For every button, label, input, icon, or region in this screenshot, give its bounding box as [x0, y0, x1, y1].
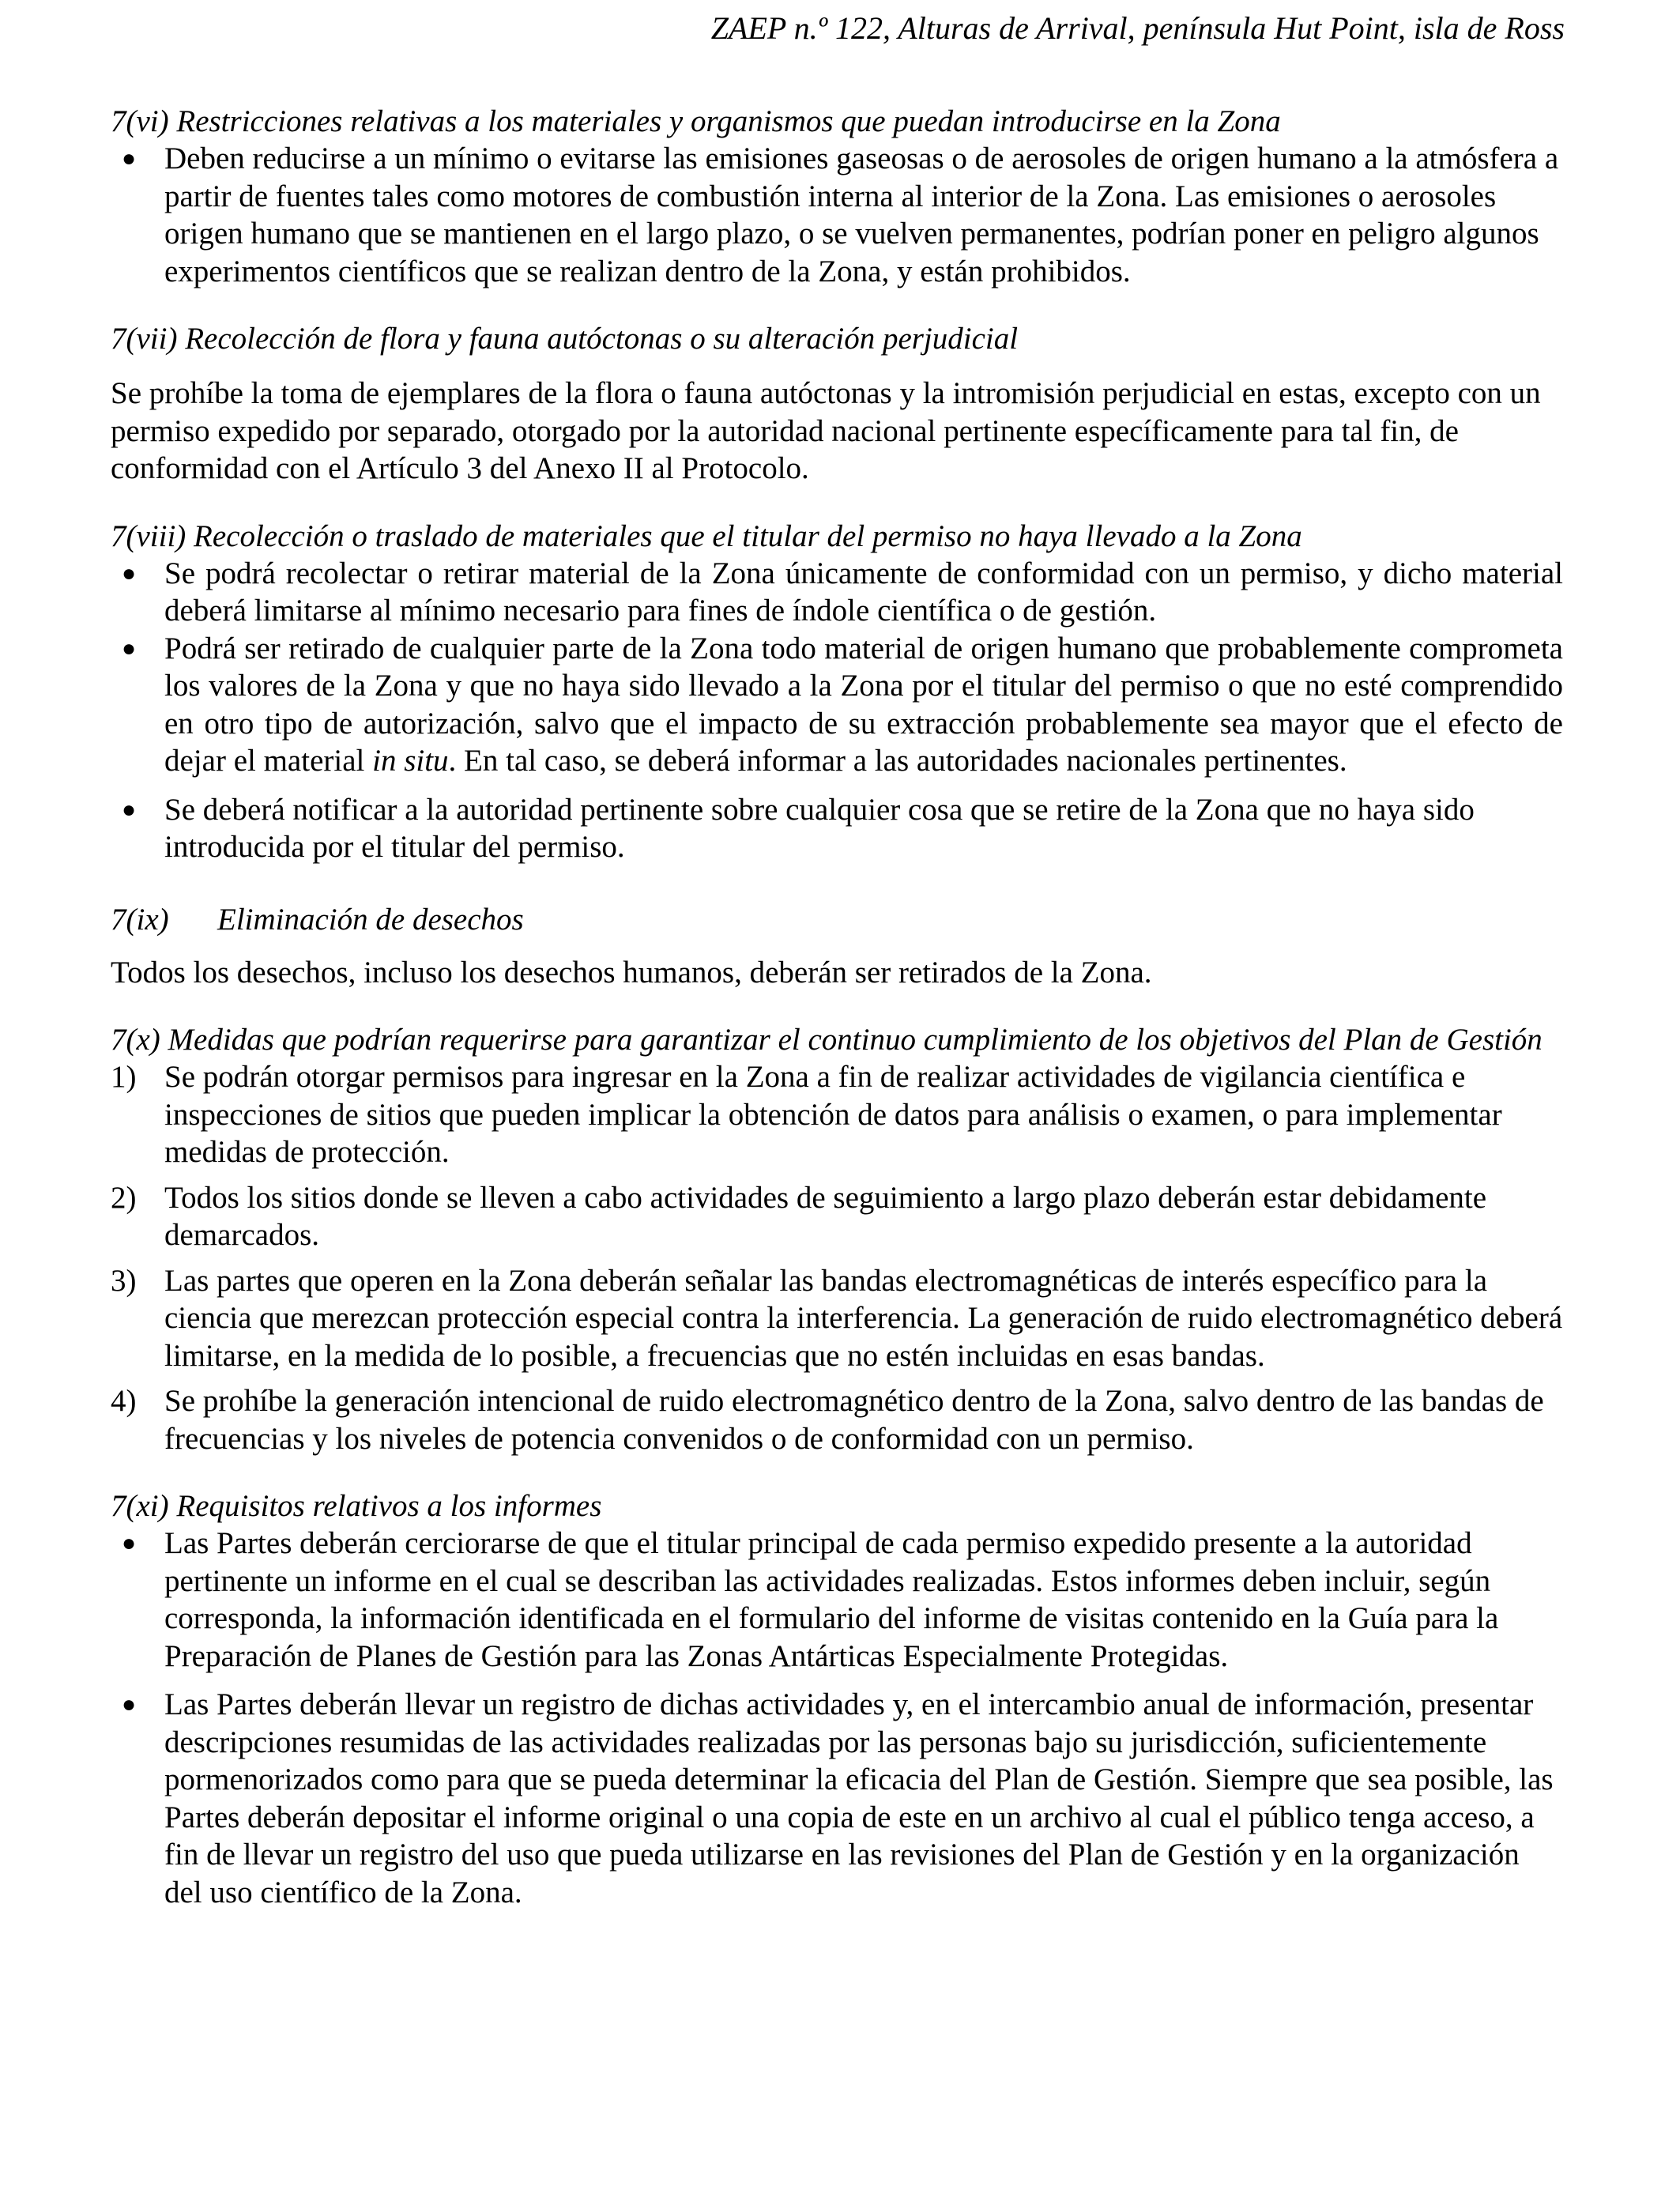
- bullet-icon: ●: [121, 796, 137, 823]
- section-7-x: [111, 1021, 1563, 1457]
- section-heading: [111, 901, 1563, 938]
- list-item-text: Se podrán otorgar permisos para ingresar en la Zona a fin de realizar actividades de vigilancia científica e inspecciones de sitios que pueden implicar la obtención de datos para análisis o examen, o para implementar medidas de protección.: [164, 1060, 1502, 1169]
- list-item-text: Se prohíbe la generación intencional de ruido electromagnético dentro de la Zona, salvo dentro de las bandas de frecuencias y los niveles de potencia convenidos o de conformidad con un permiso.: [164, 1384, 1544, 1456]
- section-heading: 7(viii) Recolección o traslado de materiales que el titular del permiso no haya llevado a la Zona: [111, 518, 1302, 553]
- section-7-vi: [111, 103, 1563, 290]
- italic-term: in situ: [372, 744, 449, 778]
- paragraph: Se prohíbe la toma de ejemplares de la flora o fauna autóctonas y la intromisión perjudicial en estas, excepto con un permiso expedido por separado, otorgado por la autoridad nacional pertinente específicamente para tal fin, de conformidad con el Artículo 3 del Anexo II al Protocolo.: [111, 376, 1541, 485]
- numbered-list: [111, 1058, 1563, 1457]
- paragraph: Todos los desechos, incluso los desechos humanos, deberán ser retirados de la Zona.: [111, 955, 1152, 990]
- section-7-viii: [111, 518, 1563, 866]
- section-7-ix: [111, 901, 1563, 992]
- list-item-text: Podrá ser retirado de cualquier parte de la Zona todo material de origen humano que probablemente comprometa los valores de la Zona y que no haya sido llevado a la Zona por el titular del permiso o que no esté comprendido en otro tipo de autorización, salvo que el impacto de su extracción probablemente sea mayor que el efecto de dejar el material: [164, 631, 1563, 778]
- list-item: [111, 1525, 1563, 1675]
- bullet-icon: ●: [121, 145, 137, 172]
- bullet-icon: ●: [121, 635, 137, 662]
- list-item: [111, 1179, 1563, 1254]
- section-heading: 7(x) Medidas que podrían requerirse para garantizar el continuo cumplimiento de los objetivos del Plan de Gestión: [111, 1023, 1543, 1057]
- list-item-text: Las partes que operen en la Zona deberán señalar las bandas electromagnéticas de interés específico para la ciencia que merezcan protección especial contra la interferencia. La generación de ruido electromagnético deberá limitarse, en la medida de lo posible, a frecuencias que no estén incluidas en esas bandas.: [164, 1263, 1563, 1373]
- list-item: [111, 1058, 1563, 1171]
- item-number: 1): [111, 1060, 137, 1094]
- bullet-list: [111, 140, 1563, 290]
- list-item-text: Las Partes deberán llevar un registro de dichas actividades y, en el intercambio anual de información, presentar descripciones resumidas de las actividades realizadas por las personas bajo su jurisdicción, suficientemente pormenorizados como para que se pueda determinar la eficacia del Plan de Gestión. Siempre que sea posible, las Partes deberán depositar el informe original o una copia de este en un archivo al cual el público tenga acceso, a fin de llevar un registro del uso que pueda utilizarse en las revisiones del Plan de Gestión y en la organización del uso científico de la Zona.: [164, 1687, 1554, 1909]
- item-number: 3): [111, 1263, 137, 1298]
- list-item-text: Se podrá recolectar o retirar material de la Zona únicamente de conformidad con un permiso, y dicho material deberá limitarse al mínimo necesario para fines de índole científica o de gestión.: [164, 556, 1563, 628]
- section-7-xi: [111, 1487, 1563, 1911]
- section-heading: 7(xi) Requisitos relativos a los informes: [111, 1489, 602, 1523]
- item-number: 2): [111, 1180, 137, 1215]
- document-body: [111, 103, 1563, 1925]
- list-item-text: Todos los sitios donde se lleven a cabo actividades de seguimiento a largo plazo deberán estar debidamente demarcados.: [164, 1180, 1487, 1252]
- list-item: [111, 1262, 1563, 1375]
- bullet-icon: ●: [121, 1691, 137, 1717]
- list-item-text: Se deberá notificar a la autoridad pertinente sobre cualquier cosa que se retire de la Zona que no haya sido introducida por el titular del permiso.: [164, 792, 1475, 864]
- bullet-list: [111, 555, 1563, 866]
- list-item-text-cont: . En tal caso, se deberá informar a las autoridades nacionales pertinentes.: [448, 744, 1347, 778]
- list-item: [111, 555, 1563, 630]
- section-heading: 7(vi) Restricciones relativas a los materiales y organismos que puedan introducirse en la Zona: [111, 104, 1281, 138]
- list-item: [111, 140, 1563, 290]
- section-number: 7(ix): [111, 902, 169, 937]
- bullet-list: [111, 1525, 1563, 1911]
- list-item: [111, 630, 1563, 780]
- item-number: 4): [111, 1384, 137, 1418]
- running-header: ZAEP n.º 122, Alturas de Arrival, península Hut Point, isla de Ross: [710, 10, 1565, 46]
- list-item: [111, 791, 1563, 866]
- bullet-icon: ●: [121, 560, 137, 586]
- section-heading: 7(vii) Recolección de flora y fauna autóctonas o su alteración perjudicial: [111, 322, 1019, 356]
- section-title: Eliminación de desechos: [217, 902, 524, 937]
- list-item: [111, 1382, 1563, 1457]
- list-item: [111, 1686, 1563, 1911]
- bullet-icon: ●: [121, 1530, 137, 1556]
- list-item-text: Deben reducirse a un mínimo o evitarse las emisiones gaseosas o de aerosoles de origen humano a la atmósfera a partir de fuentes tales como motores de combustión interna al interior de la Zona. Las emisiones o aerosoles origen humano que se mantienen en el largo plazo, o se vuelven permanentes, podrían poner en peligro algunos experimentos científicos que se realizan dentro de la Zona, y están prohibidos.: [164, 141, 1559, 288]
- list-item-text: Las Partes deberán cerciorarse de que el titular principal de cada permiso expedido presente a la autoridad pertinente un informe en el cual se describan las actividades realizadas. Estos informes deben incluir, según corresponda, la información identificada en el formulario del informe de visitas contenido en la Guía para la Preparación de Planes de Gestión para las Zonas Antárticas Especialmente Protegidas.: [164, 1526, 1499, 1673]
- section-7-vii: [111, 320, 1563, 488]
